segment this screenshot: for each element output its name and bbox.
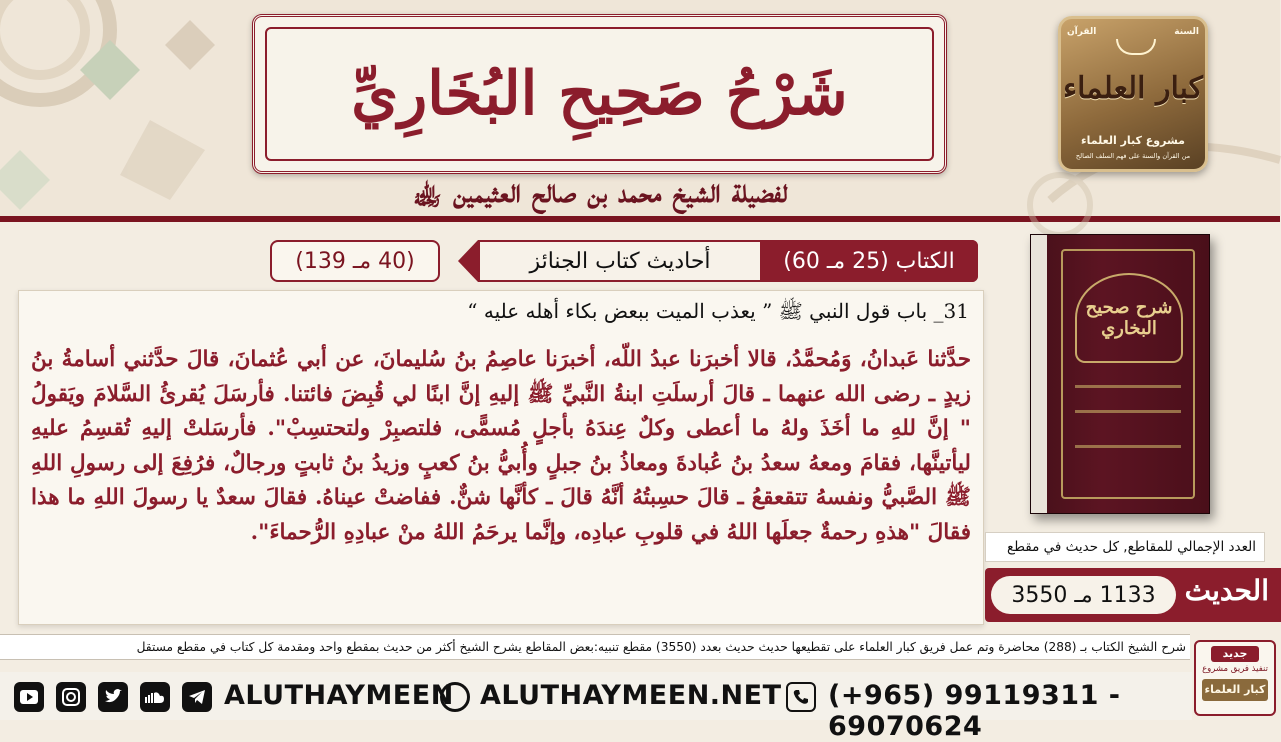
open-book-icon xyxy=(1116,39,1156,55)
ornament-left-icon xyxy=(0,0,250,222)
phone-icon xyxy=(786,682,816,712)
logo-label-sunnah: السنة xyxy=(1174,27,1199,37)
new-tag: جديد xyxy=(1211,646,1259,662)
sheikh-name: لفضيلة الشيخ محمد بن صالح العثيمين ﵀ xyxy=(412,172,788,210)
logo-main-text: كبار العلماء xyxy=(1063,71,1203,106)
kitab-name: أحاديث كتاب الجنائز xyxy=(529,248,711,274)
hadith-word: الحديث xyxy=(1184,574,1269,607)
soundcloud-icon[interactable] xyxy=(140,682,170,712)
bab-heading: 31_ باب قول النبي ﷺ ” يعذب الميت ببعض بكاء أهله عليه “ xyxy=(467,299,969,323)
hadith-card xyxy=(18,290,984,625)
kibar-ulama-logo xyxy=(1058,16,1208,172)
new-badge xyxy=(1194,640,1276,716)
footer xyxy=(0,672,1192,742)
hadith-counter xyxy=(985,568,1281,622)
logo-label-quran: القرآن xyxy=(1067,27,1097,37)
badge-line: تنفيذ فريق مشروع xyxy=(1202,664,1268,674)
logo-project-text: مشروع كبار العلماء xyxy=(1081,134,1185,147)
hadith-count-value: 1133 مـ 3550 xyxy=(991,576,1176,614)
logo-tagline: من القرآن والسنة على فهم السلف الصالح xyxy=(1075,152,1191,160)
total-segments-label: العدد الإجمالي للمقاطع, كل حديث في مقطع xyxy=(985,532,1265,562)
instagram-icon[interactable] xyxy=(56,682,86,712)
header-band xyxy=(0,0,1280,222)
telegram-icon[interactable] xyxy=(182,682,212,712)
book-divider xyxy=(1075,385,1181,388)
news-ticker: شرح الشيخ الكتاب بـ (288) محاضرة وتم عمل فريق كبار العلماء على تقطيعها حديث حديث بعدد (3550) مقطع تنبيه:بعض المقاطع يشرح الشيخ أكثر من حديث بمقطع واحد ومقدمة كل كتاب في مقطع مستقل xyxy=(0,634,1190,660)
website-link[interactable]: ALUTHAYMEEN.NET xyxy=(480,680,782,711)
logo-top-labels xyxy=(1067,27,1199,37)
badge-logo: كبار العلماء xyxy=(1202,679,1268,701)
kitab-number: الكتاب (25 مـ 60) xyxy=(760,240,978,282)
chapter-range: (40 مـ 139) xyxy=(270,240,440,282)
title-frame xyxy=(265,27,934,161)
book-divider xyxy=(1075,445,1181,448)
book-pages xyxy=(1031,235,1047,513)
youtube-icon[interactable] xyxy=(14,682,44,712)
hadith-text: حدَّثنا عَبدانُ، وَمُحمَّدُ، قالا أخبرَنا عبدُ اللّه، أخبرَنا عاصِمُ بنُ سُليمانَ، عن أبي عُثمانَ، قالَ حدَّثني أسامةُ بنُ زيدٍ ـ رضى الله عنهما ـ قالَ أرسلَتِ ابنةُ النَّبيِّ ﷺ إليهِ إنَّ ابنًا لي قُبِضَ فائتنا. فأرسَلَ يُقرئُ السَّلامَ ويَقولُ " إنَّ للهِ ما أخَذَ ولهُ ما أعطى وكلٌ عِندَهُ بأجلٍ مُسمًّى، فلتصبِرْ ولتحتسِبْ". فأرسَلتْ إليهِ تُقسِمُ عليهِ ليأتينَّها، فقامَ ومعهُ سعدُ بنُ عُبادةَ ومعاذُ بنُ جبلٍ وأُبيُّ بنُ كعبٍ وزيدُ بنُ ثابتٍ ورجالٌ، فرُفِعَ إلى رسولِ اللهِ ﷺ الصَّبيُّ ونفسهُ تتقعقعُ ـ قالَ حسِبتُهُ أنَّهُ قالَ ـ كأنَّها شنٌّ. ففاضتْ عيناهُ. فقالَ سعدٌ يا رسولَ اللهِ ما هذا فقالَ "هذهِ رحمةٌ جعلَها اللهُ في قلوبِ عبادِه، وإنَّما يرحَمُ اللهُ منْ عبادِهِ الرُّحماءَ". xyxy=(31,347,971,545)
book-cover xyxy=(1030,234,1210,514)
phone-numbers: (+965) 99119311 - 69070624 xyxy=(828,680,1121,742)
book-divider xyxy=(1075,410,1181,413)
social-handle[interactable]: ALUTHAYMEEN xyxy=(224,680,454,711)
web-icon xyxy=(440,682,470,712)
page-title: شَرْحُ صَحِيحِ البُخَارِيِّ xyxy=(351,59,848,129)
title-card xyxy=(252,14,947,174)
book-title: شرح صحيح البخاري xyxy=(1075,273,1183,363)
kitab-arrow-icon xyxy=(458,240,478,282)
twitter-icon[interactable] xyxy=(98,682,128,712)
